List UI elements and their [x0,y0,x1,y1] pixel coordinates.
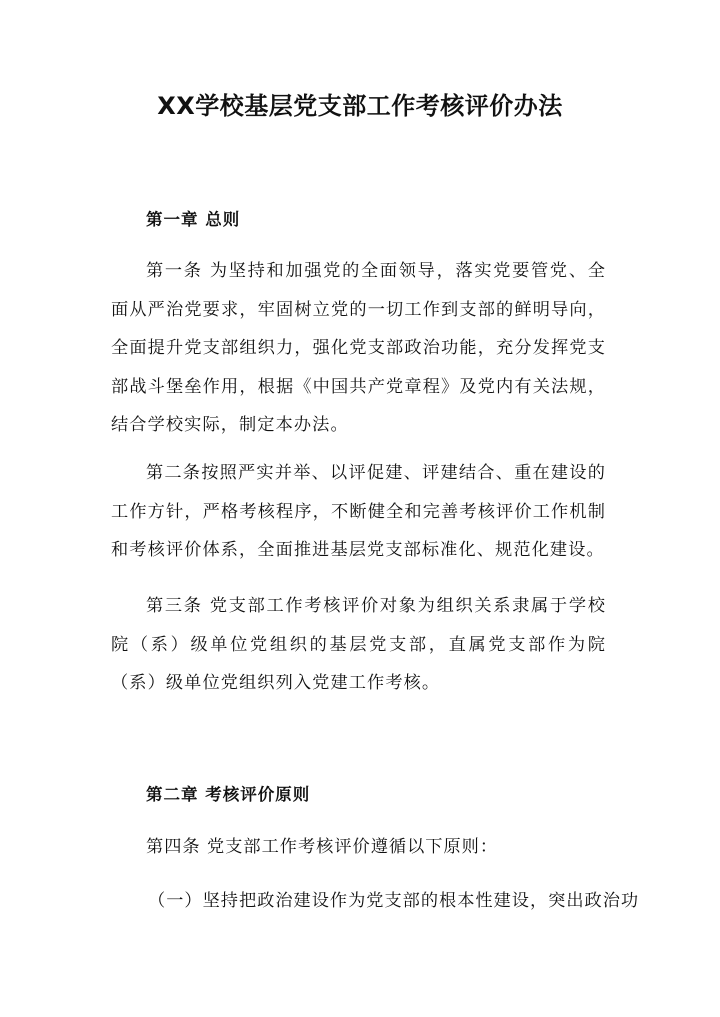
principle-item-1-text: （一）坚持把政治建设作为党支部的根本性建设，突出政治功 [148,891,640,911]
article-1 [111,252,606,445]
article-4-text: 第四条 党支部工作考核评价遵循以下原则： [146,837,499,857]
article-2 [111,454,606,570]
article-2-text: 第二条按照严实并举、以评促建、评建结合、重在建设的工作方针，严格考核程序，不断健全和完善考核评价工作机制和考核评价体系，全面推进基层党支部标准化、规范化建设。 [111,463,606,560]
article-1-text: 第一条 为坚持和加强党的全面领导，落实党要管党、全面从严治党要求，牢固树立党的一切工作到支部的鲜明导向，全面提升党支部组织力，强化党支部政治功能，充分发挥党支部战斗堡垒作用，根据《中国共产党章程》及党内有关法规，结合学校实际，制定本办法。 [111,261,606,435]
article-3-text: 第三条 党支部工作考核评价对象为组织关系隶属于学校院（系）级单位党组织的基层党支部，直属党支部作为院（系）级单位党组织列入党建工作考核。 [111,596,606,693]
document-title: XX学校基层党支部工作考核评价办法 [157,92,563,120]
chapter-2-heading: 第二章 考核评价原则 [146,785,311,804]
chapter-1-heading: 第一章 总则 [146,210,241,229]
article-3 [111,587,606,703]
